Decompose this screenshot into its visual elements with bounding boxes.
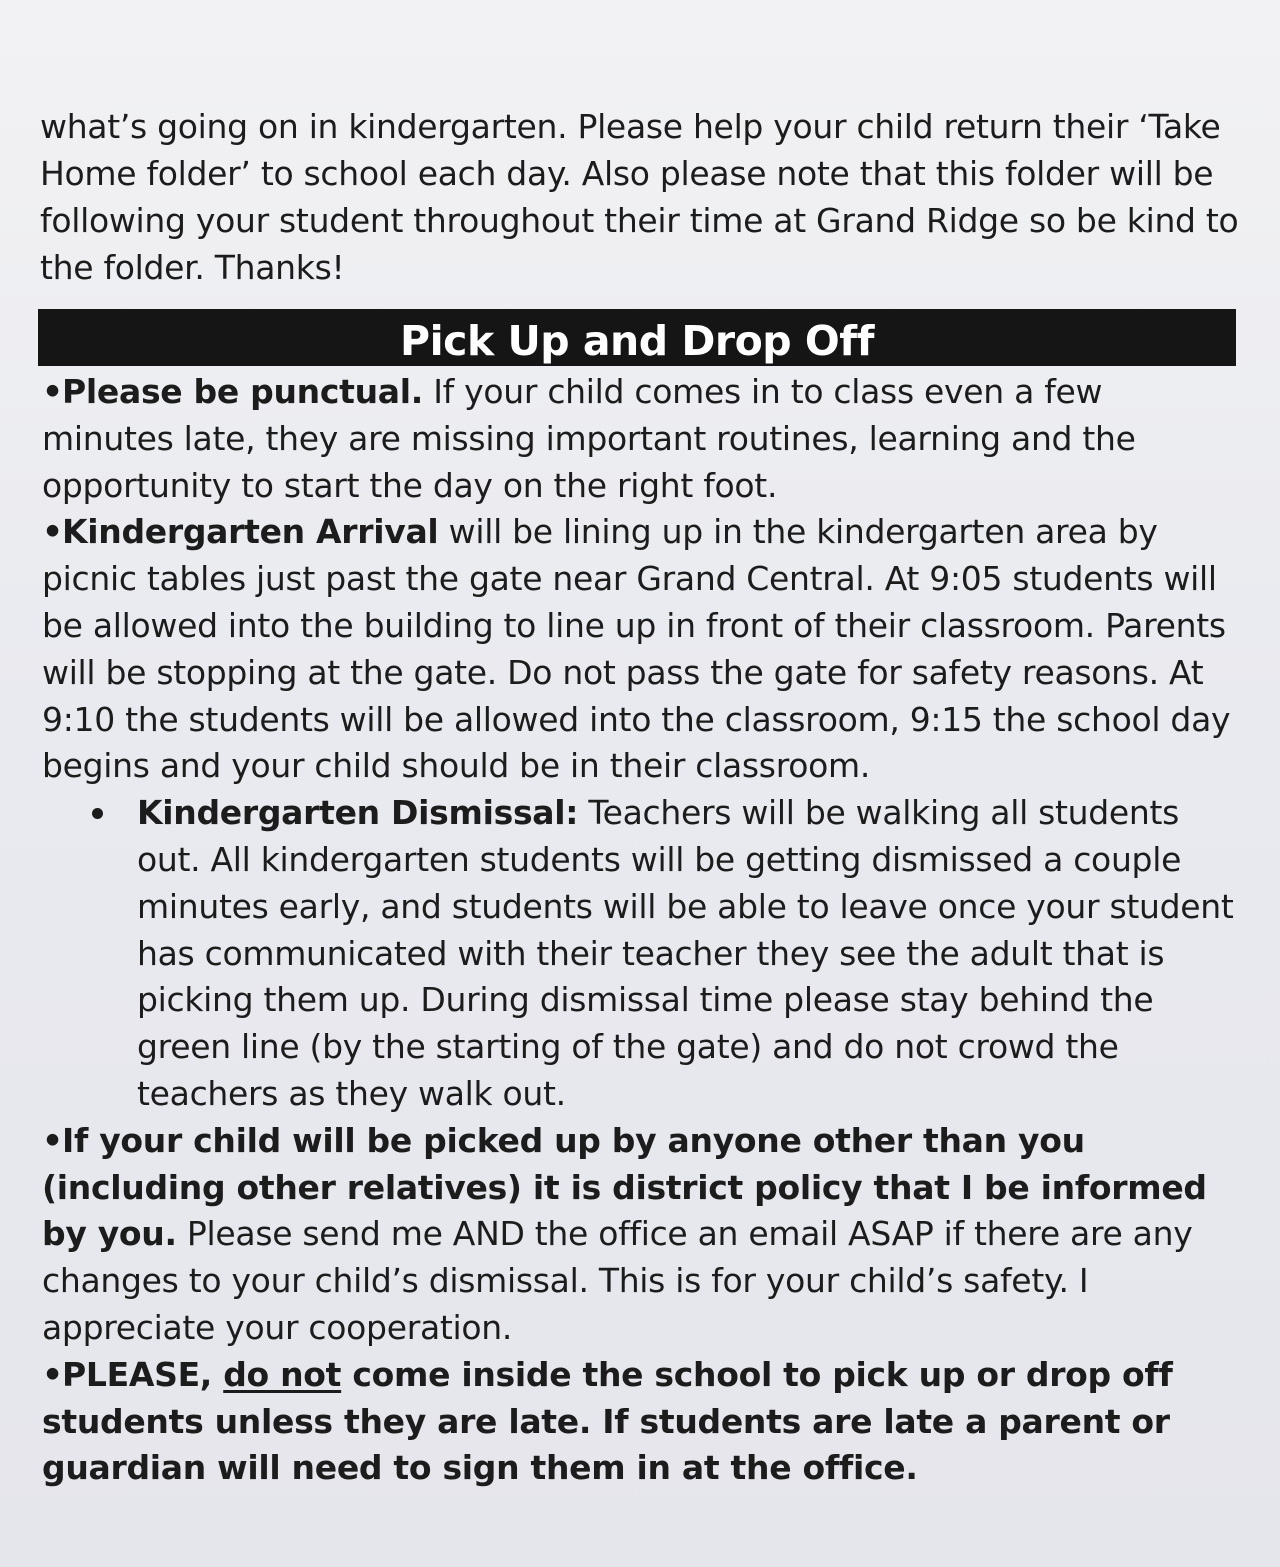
dismissal-bullet: [42, 790, 1242, 1118]
arrival-text: will be lining up in the kindergarten area by picnic tables just past the gate near Grand Central. At 9:05 students will be allowed into the building to line up in front of their classroom. Parents will be stopping at the gate. Do not pass the gate for safety reasons. At 9:10 the students will be allowed into the classroom, 9:15 the school day begins and your child should be in their classroom.: [42, 512, 1231, 786]
do-not-underlined: do not: [223, 1354, 342, 1394]
bullet-marker: •: [42, 372, 63, 411]
punctual-bullet: [42, 369, 1242, 509]
bullet-marker: •: [42, 1120, 63, 1160]
pickup-policy-bullet: [42, 1118, 1242, 1352]
bullet-marker: •: [42, 512, 63, 552]
pickup-dropoff-content: [42, 369, 1242, 1492]
dismissal-list: [42, 790, 1242, 1118]
section-header-bar: [38, 309, 1236, 366]
section-title: Pick Up and Drop Off: [400, 316, 874, 365]
arrival-bullet: [42, 509, 1242, 790]
punctual-text: If your child comes in to class even a few minutes late, they are missing important routines, learning and the opportunity to start the day on the right foot.: [42, 372, 1136, 505]
do-not-enter-text: come inside the school to pick up or drop off students unless they are late. If students are late a parent or guardian will need to sign them in at the office.: [42, 1354, 1173, 1488]
punctual-lead: Please be punctual.: [62, 372, 424, 411]
dismissal-text: Teachers will be walking all students out. All kindergarten students will be getting dismissed a couple minutes early, and students will be able to leave once your student has communicated with their teacher they see the adult that is picking them up. During dismissal time please stay behind the green line (by the starting of the gate) and do not crowd the teachers as they walk out.: [137, 793, 1234, 1113]
bullet-dot-icon: [92, 808, 103, 819]
do-not-enter-bullet: [42, 1352, 1242, 1492]
pickup-policy-text: Please send me AND the office an email ASAP if there are any changes to your child’s dismissal. This is for your child’s safety. I appreciate your cooperation.: [42, 1214, 1193, 1347]
pickup-policy-lead: If your child will be picked up by anyone other than you (including other relatives) it is district policy that I be informed by you.: [42, 1120, 1207, 1254]
dismissal-lead: Kindergarten Dismissal:: [137, 793, 579, 833]
intro-paragraph: what’s going on in kindergarten. Please help your child return their ‘Take Home folder’ to school each day. Also please note that this folder will be following your student throughout their time at Grand Ridge so be kind to the folder. Thanks!: [40, 107, 1239, 287]
arrival-lead: Kindergarten Arrival: [62, 512, 439, 552]
bullet-marker: •: [42, 1354, 63, 1394]
do-not-enter-prefix: PLEASE,: [62, 1354, 224, 1394]
